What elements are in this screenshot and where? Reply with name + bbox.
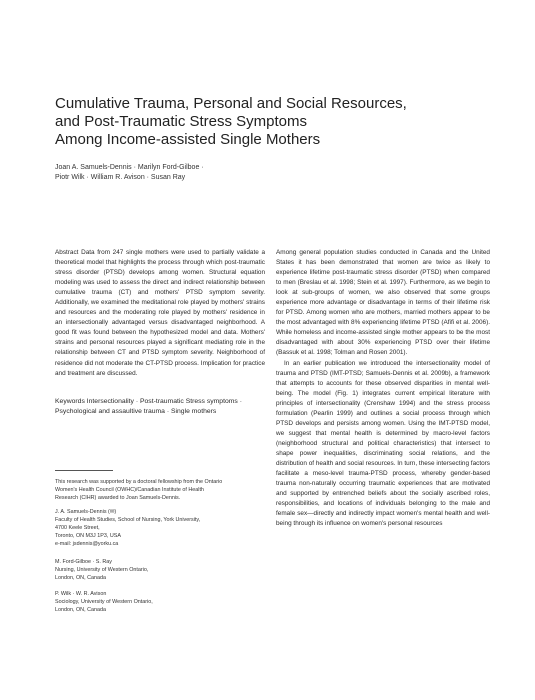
affiliation-line: Sociology, University of Western Ontario,: [55, 599, 153, 605]
right-column: [276, 248, 490, 529]
affiliation-line: Toronto, ON M3J 1P3, USA: [55, 533, 121, 539]
footnote-divider: [55, 470, 113, 471]
abstract: Abstract Data from 247 single mothers were used to partially validate a theoretical model that highlights the process through which post-traumatic stress disorder (PTSD) develops among women. Structural equation modeling was used to assess the direct and indirect relationship between cumulative trauma (CT) and mothers' PTSD symptom severity. Additionally, we examined the meditational role played by mothers' strains and resources and the moderating role played by mothers' residence in an intersectionally advantaged versus disadvantaged neighborhood. A good fit was found between the hypothesized model and data. Mothers' strains and personal resources played a significant mediating role in the relationship between CT and PTSD symptom severity. Neighborhood of residence did not moderate the CT-PTSD process. Implication for practice and treatment are discussed.: [55, 249, 265, 377]
affiliation-email[interactable]: e-mail: jsdennis@yorku.ca: [55, 541, 119, 547]
keywords: Keywords Intersectionality · Post-traumatic Stress symptoms · Psychological and assaultive trauma · Single mothers: [55, 397, 242, 415]
title-line-3: Among Income-assisted Single Mothers: [55, 131, 321, 148]
body-paragraph-1: Among general population studies conducted in Canada and the United States it has been demonstrated that women are twice as likely to experience lifetime post-traumatic stress disorder (PTSD) when compared to men (Breslau et al. 1998; Stein et al. 1997). Furthermore, as we begin to look at sub-groups of women, we also observed that some groups experience more advantage or disadvantage in terms of their lifetime risk for PTSD. Among women who are mothers, married mothers appear to be the most advantaged with 8% experiencing lifetime PTSD (Afifi et al. 2006). While homeless and income-assisted single mother appears to be the most disadvantaged with about 30% experiencing PTSD over their lifetime (Bassuk et al. 1998; Tolman and Rosen 2001).: [276, 249, 490, 357]
article-title: [55, 95, 495, 149]
affiliation-line: Nursing, University of Western Ontario,: [55, 567, 149, 573]
affiliation-line: 4700 Keele Street,: [55, 525, 100, 531]
affiliation-line: London, ON, Canada: [55, 575, 106, 581]
left-column: [55, 248, 265, 417]
authors-line-2: Piotr Wilk · William R. Avison · Susan Ray: [55, 174, 186, 181]
title-line-2: and Post-Traumatic Stress Symptoms: [55, 113, 308, 130]
author-list: [55, 163, 495, 183]
affiliation-line: London, ON, Canada: [55, 607, 106, 613]
footnote-line-1: This research was supported by a doctoral fellowship from the Ontario: [55, 479, 223, 485]
affiliation-line: M. Ford-Gilboe · S. Ray: [55, 559, 112, 565]
funding-footnote: [55, 478, 265, 502]
affiliation-line: J. A. Samuels-Dennis (✉): [55, 509, 117, 515]
affiliation-ford-gilboe-ray: [55, 558, 265, 582]
body-paragraph-2: In an earlier publication we introduced the intersectionality model of trauma and PTSD (IMT-PTSD; Samuels-Dennis et al. 2009b), a framework that attempts to accounts for these observed disparities in mental well-being. The model (Fig. 1) integrates current empirical literature with principles of intersectionality (Crenshaw 1994) and the stress process formulation (Pearlin 1999) and outlines a social process through which PTSD develops and persists among women. Using the IMT-PTSD model, we suggest that mental health is determined by macro-level factors (neighborhood structural and political characteristics) that intersect to shape power inequalities, discriminating social relations, and the distribution of health and social resources. In turn, these intersecting factors facilitate a meso-level trauma-PTSD process, whereby gender-based trauma non-naturally occurring traumatic experiences that are motivated and supported by entrenched beliefs about the socially ascribed roles, responsibilities, and locations of individuals belonging to the male and female sex—directly and indirectly impact women's mental health and well-being through its influence on women's personal resources: [276, 359, 490, 528]
footnote-line-2: Women's Health Council (OWHC)/Canadian Institute of Health: [55, 487, 204, 493]
affiliation-wilk-avison: [55, 590, 265, 614]
authors-line-1: Joan A. Samuels-Dennis · Marilyn Ford-Gilboe ·: [55, 164, 204, 171]
affiliation-line: P. Wilk · W. R. Avison: [55, 591, 107, 597]
footnote-line-3: Research (CIHR) awarded to Joan Samuels-Dennis.: [55, 495, 181, 501]
affiliation-line: Faculty of Health Studies, School of Nursing, York University,: [55, 517, 201, 523]
affiliation-samuels-dennis: [55, 508, 265, 548]
title-line-1: Cumulative Trauma, Personal and Social Resources,: [55, 95, 407, 112]
